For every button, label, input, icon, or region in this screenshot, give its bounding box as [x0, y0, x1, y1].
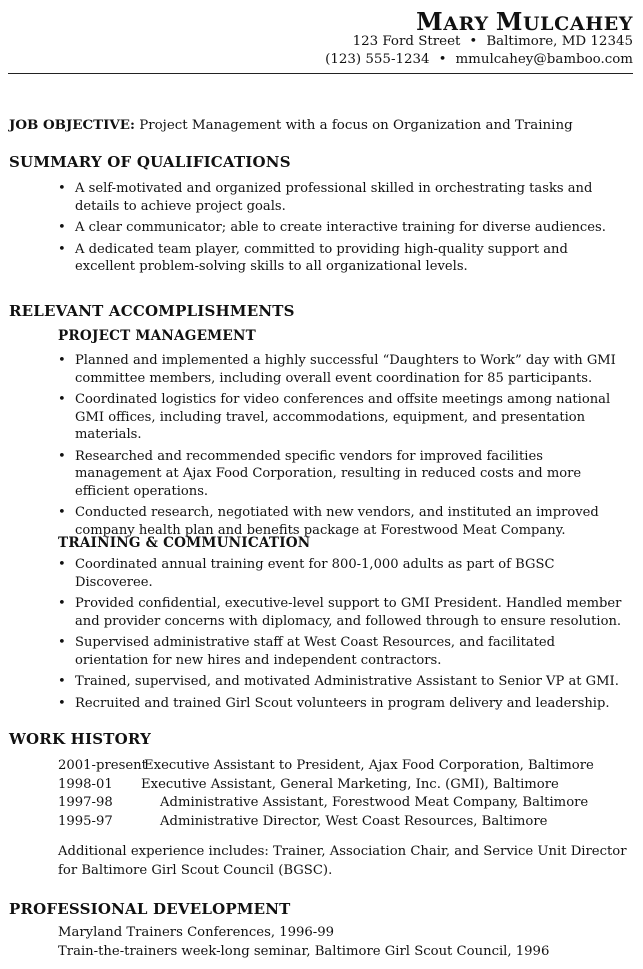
professional-development-heading: PROFESSIONAL DEVELOPMENT: [9, 900, 291, 918]
header-divider: [8, 73, 633, 74]
separator-dot: •: [469, 34, 478, 49]
work-history-heading: WORK HISTORY: [9, 730, 151, 748]
name-last-rest: ULCAHEY: [523, 13, 633, 35]
name-initial: M: [416, 7, 444, 36]
list-item: Train-the-trainers week-long seminar, Baltimore Girl Scout Council, 1996: [58, 943, 550, 959]
list-item: • Planned and implemented a highly successful “Daughters to Work” day with GMI committee members, including overall event coordination for 85 participants.: [58, 353, 616, 386]
contact-line: [325, 52, 633, 67]
work-description: Executive Assistant, General Marketing, Inc. (GMI), Baltimore: [141, 776, 559, 792]
bullet-icon: •: [58, 241, 66, 257]
list-item: • Researched and recommended specific vendors for improved facilities management at Ajax Food Corporation, resulting in reduced costs and more efficient operations.: [58, 448, 582, 499]
list-item: • Trained, supervised, and motivated Administrative Assistant to Senior VP at GMI.: [58, 674, 619, 689]
list-item: • Provided confidential, executive-level support to GMI President. Handled member and provider concerns with diplomacy, and followed through to ensure resolution.: [58, 596, 622, 629]
objective-text: Project Management with a focus on Organization and Training: [139, 118, 573, 133]
work-period: 1998-01: [58, 776, 113, 792]
phone-number: (123) 555-1234: [325, 52, 430, 67]
list-item: • Supervised administrative staff at West Coast Resources, and facilitated orientation for new hires and independent contractors.: [58, 635, 556, 668]
project-management-heading: PROJECT MANAGEMENT: [58, 328, 256, 344]
name-first-rest: ARY: [443, 13, 489, 35]
list-item: • Recruited and trained Girl Scout volunteers in program delivery and leadership.: [58, 695, 610, 711]
address-line: [353, 34, 633, 49]
training-communication-list: [58, 556, 630, 716]
candidate-name: [416, 7, 633, 36]
qualifications-list: [58, 180, 618, 280]
bullet-icon: •: [58, 392, 66, 407]
list-item: • A clear communicator; able to create interactive training for diverse audiences.: [58, 220, 606, 235]
list-item: Maryland Trainers Conferences, 1996-99: [58, 925, 335, 940]
professional-development-list: [58, 924, 549, 961]
work-description: Executive Assistant to President, Ajax Food Corporation, Baltimore: [144, 758, 594, 773]
training-communication-heading: TRAINING & COMMUNICATION: [58, 535, 311, 551]
objective-label: JOB OBJECTIVE:: [9, 117, 135, 133]
work-period: 1995-97: [58, 813, 113, 829]
bullet-icon: •: [58, 181, 66, 196]
bullet-icon: •: [58, 635, 66, 650]
bullet-icon: •: [58, 448, 66, 464]
street-address: 123 Ford Street: [352, 34, 461, 49]
list-item: • A self-motivated and organized professional skilled in orchestrating tasks and details to achieve project goals.: [58, 181, 593, 214]
additional-experience: Additional experience includes: Trainer, Association Chair, and Service Unit Director for Baltimore Girl Scout Council (BGSC).: [58, 844, 627, 878]
city-state-zip: Baltimore, MD 12345: [486, 34, 633, 49]
work-period: 2001-present: [58, 758, 147, 773]
separator-dot: •: [438, 52, 447, 67]
list-item: • Coordinated annual training event for 800-1,000 adults as part of BGSC Discoveree.: [58, 557, 555, 590]
list-item: • Conducted research, negotiated with new vendors, and instituted an improved company health plan and benefits package at Forestwood Meat Company.: [58, 505, 599, 538]
work-period: 1997-98: [58, 795, 113, 810]
email-address[interactable]: mmulcahey@bamboo.com: [455, 52, 633, 67]
work-description: Administrative Assistant, Forestwood Meat Company, Baltimore: [160, 795, 589, 810]
bullet-icon: •: [58, 505, 66, 520]
accomplishments-heading: RELEVANT ACCOMPLISHMENTS: [9, 302, 295, 320]
bullet-icon: •: [58, 596, 66, 611]
bullet-icon: •: [58, 674, 66, 689]
bullet-icon: •: [58, 557, 66, 572]
bullet-icon: •: [58, 353, 66, 368]
bullet-icon: •: [58, 695, 66, 711]
qualifications-heading: SUMMARY OF QUALIFICATIONS: [9, 153, 291, 171]
list-item: • Coordinated logistics for video conferences and offsite meetings among national GMI offices, including travel, accommodations, equipment, and presentation materials.: [58, 392, 611, 442]
bullet-icon: •: [58, 220, 66, 235]
work-description: Administrative Director, West Coast Resources, Baltimore: [160, 813, 548, 829]
project-management-list: [58, 352, 630, 543]
job-objective: [9, 117, 573, 133]
list-item: • A dedicated team player, committed to providing high-quality support and excellent problem-solving skills to all organizational levels.: [58, 241, 568, 274]
name-last-initial: M: [495, 7, 523, 36]
